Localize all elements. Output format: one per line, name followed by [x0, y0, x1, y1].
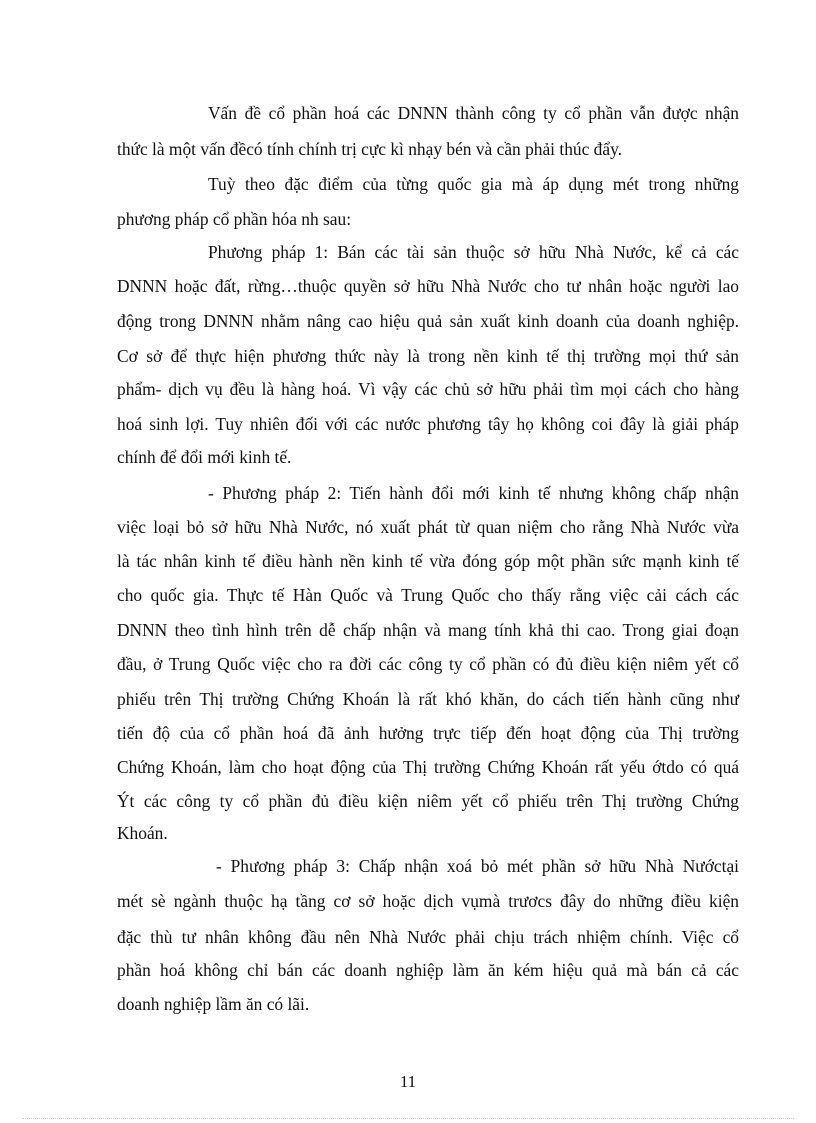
text-line: Chứng Khoán, làm cho hoạt động của Thị trường Chứng Khoán rất yếu ớtdo có quá: [117, 757, 739, 777]
text-line: - Phương pháp 2: Tiến hành đổi mới kinh tế nhưng không chấp nhận: [208, 483, 739, 503]
text-line: Khoán.: [117, 823, 168, 843]
text-line: đặc thù tư nhân không đầu nên Nhà Nước phải chịu trách nhiệm chính. Việc cổ: [117, 927, 739, 947]
text-line: chính để đổi mới kinh tế.: [117, 447, 292, 467]
text-line: phẩm- dịch vụ đều là hàng hoá. Vì vậy các chủ sở hữu phải tìm mọi cách cho hàng: [117, 379, 739, 399]
text-line: DNNN hoặc đất, rừng…thuộc quyền sở hữu Nhà Nước cho tư nhân hoặc người lao: [117, 276, 739, 296]
text-line: phần hoá không chỉ bán các doanh nghiệp làm ăn kém hiệu quả mà bán cả các: [117, 960, 739, 980]
text-line: Phương pháp 1: Bán các tài sản thuộc sở hữu Nhà Nước, kể cả các: [208, 242, 739, 262]
text-line: phương pháp cổ phần hóa nh sau:: [117, 209, 352, 229]
text-line: thức là một vấn đềcó tính chính trị cực kì nhạy bén và cần phải thúc đẩy.: [117, 139, 622, 159]
text-line: - Phương pháp 3: Chấp nhận xoá bỏ mét phần sở hữu Nhà Nướctại: [216, 856, 739, 876]
page-number: 11: [399, 1072, 417, 1091]
text-line: Vấn đề cổ phần hoá các DNNN thành công ty cổ phần vẫn được nhận: [208, 103, 739, 123]
text-line: việc loại bỏ sở hữu Nhà Nước, nó xuất phát từ quan niệm cho rằng Nhà Nước vừa: [117, 517, 739, 537]
text-line: đầu, ở Trung Quốc việc cho ra đời các công ty cổ phần có đủ điều kiện niêm yết cổ: [117, 654, 739, 674]
text-line: DNNN theo tình hình trên dễ chấp nhận và mang tính khả thi cao. Trong giai đoạn: [117, 620, 739, 640]
text-line: là tác nhân kinh tế điều hành nền kinh tế vừa đóng góp một phần sức mạnh kinh tế: [117, 551, 739, 571]
text-line: động trong DNNN nhằm nâng cao hiệu quả sản xuất kinh doanh của doanh nghiệp.: [117, 311, 739, 331]
text-line: cho quốc gia. Thực tế Hàn Quốc và Trung Quốc cho thấy rằng việc cải cách các: [117, 585, 739, 605]
text-line: Ýt các công ty cổ phần đủ điều kiện niêm yết cổ phiếu trên Thị trường Chứng: [117, 791, 739, 811]
text-line: doanh nghiệp lầm ăn có lãi.: [117, 994, 310, 1014]
text-line: phiếu trên Thị trường Chứng Khoán là rất khó khăn, do cách tiến hành cũng như: [117, 689, 739, 709]
text-line: tiến độ của cổ phần hoá đã ảnh hưởng trực tiếp đến hoạt động của Thị trường: [117, 723, 739, 743]
page-bottom-divider: [22, 1118, 794, 1119]
text-line: hoá sinh lợi. Tuy nhiên đối với các nước phương tây họ không coi đây là giải pháp: [117, 414, 739, 434]
text-line: Tuỳ theo đặc điểm của từng quốc gia mà áp dụng mét trong những: [208, 174, 739, 194]
text-line: mét sè ngành thuộc hạ tầng cơ sở hoặc dịch vụmà trươcs đây do những điều kiện: [117, 891, 739, 911]
text-line: Cơ sở để thực hiện phương thức này là trong nền kinh tế thị trường mọi thứ sản: [117, 346, 739, 366]
